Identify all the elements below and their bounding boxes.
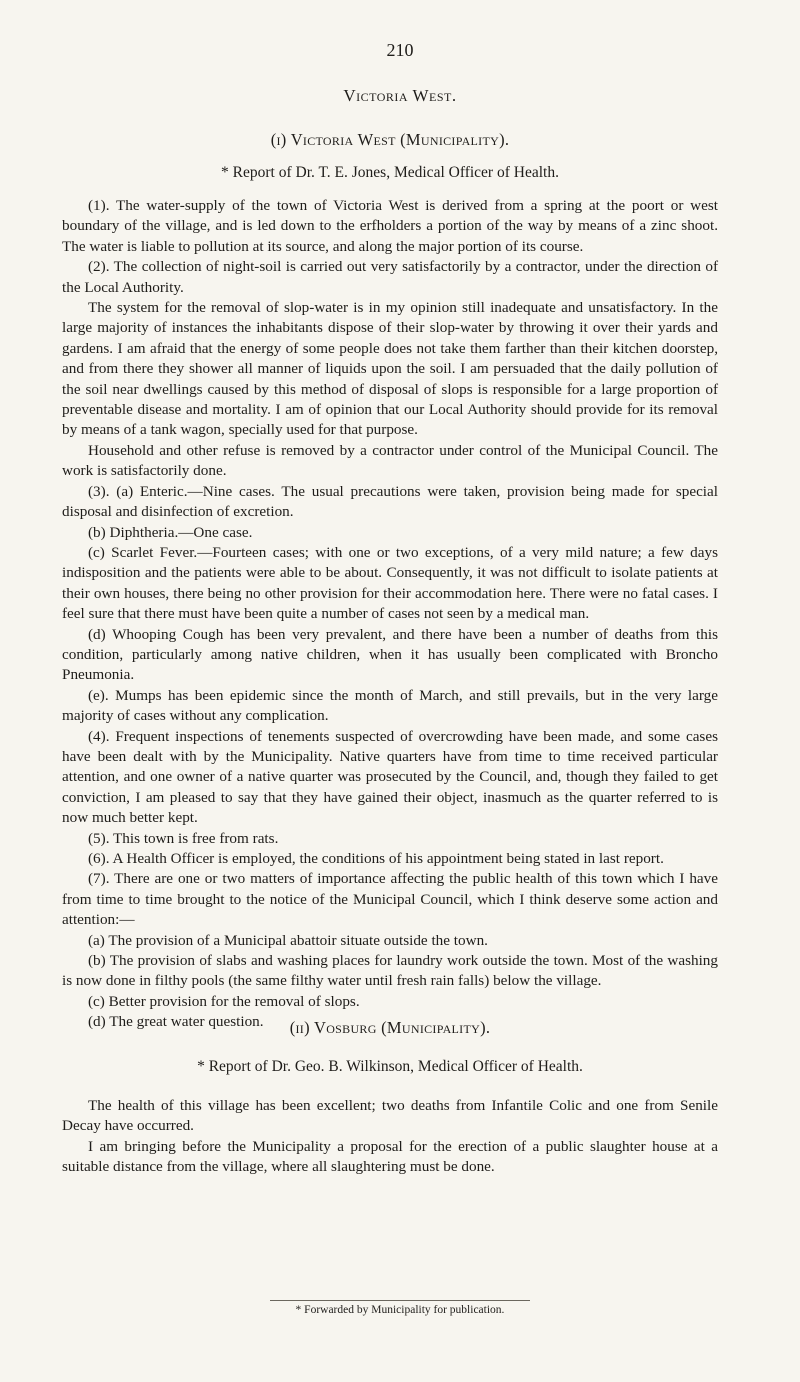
victoria-west-title: (i) Victoria West (Municipality). [270,130,510,149]
section-title: Victoria West. [343,86,457,105]
list-item-abattoir: (a) The provision of a Municipal abattoir situate outside the town. [88,931,488,949]
paragraph-overcrowding: (4). Frequent inspections of tenements suspected of overcrowding have been made, and some cases have been dealt with by the Municipality. Native quarters have from time to time received particular attention, and one owner of a native quarter was prosecuted by the Council, and, though they failed to get conviction, I am pleased to say that they have gained their object, inasmuch as the quarter referred to is now much better kept. [62,727,718,827]
paragraph-enteric: (3). (a) Enteric.—Nine cases. The usual precautions were taken, provision being made for special disposal and disinfection of excretion. [62,482,718,521]
page-number: 210 [386,40,414,60]
vosburg-section [62,1018,718,1178]
vosburg-title: (ii) Vosburg (Municipality). [289,1018,491,1037]
paragraph-slaughter-house: I am bringing before the Municipality a proposal for the erection of a public slaughter house at a suitable distance from the village, where all slaughtering must be done. [62,1137,718,1176]
victoria-west-report-attribution: * Report of Dr. T. E. Jones, Medical Officer of Health. [221,164,559,181]
paragraph-slop-water: The system for the removal of slop-water is in my opinion still inadequate and unsatisfactory. In the large majority of instances the inhabitants dispose of their slop-water by throwing it over their yards and gardens. I am afraid that the energy of some people does not take them farther than their kitchen doorstep, and from there they shower all manner of liquids upon the soil. I am persuaded that the daily pollution of the soil near dwellings caused by this method of disposal of slops is responsible for a large proportion of preventable disease and mortality. I am of opinion that our Local Authority should provide for its removal by means of a tank wagon, specially used for that purpose. [62,299,718,439]
paragraph-village-health: The health of this village has been excellent; two deaths from Infantile Colic and one from Senile Decay have occurred. [62,1097,718,1135]
paragraph-whooping-cough: (d) Whooping Cough has been very prevalent, and there have been a number of deaths from this condition, particularly among native children, when it has usually been complicated with Broncho Pneumonia. [62,625,718,684]
list-item-washing-places: (b) The provision of slabs and washing places for laundry work outside the town. Most of the washing is now done in filthy pools (the same filthy water until fresh rain falls) below the village. [62,952,718,990]
paragraph-matters-of-importance: (7). There are one or two matters of importance affecting the public health of this town which I have from time to time brought to the notice of the Municipal Council, which I think deserve some action and attention:— [62,870,718,929]
paragraph-diphtheria: (b) Diphtheria.—One case. [88,523,253,541]
victoria-west-section [62,130,718,1033]
paragraph-scarlet-fever: (c) Scarlet Fever.—Fourteen cases; with one or two exceptions, of a very mild nature; a few days indisposition and the patients were able to be about. Consequently, it was not difficult to isolate patients at their own houses, there being no other provision for their accommodation here. There were no fatal cases. I feel sure that there must have been quite a number of cases not seen by a medical man. [62,543,718,623]
footnote-rule [270,1300,530,1301]
paragraph-health-officer: (6). A Health Officer is employed, the conditions of his appointment being stated in last report. [88,850,664,867]
paragraph-rats: (5). This town is free from rats. [88,829,279,847]
paragraph-night-soil: (2). The collection of night-soil is carried out very satisfactorily by a contractor, under the direction of the Local Authority. [62,258,718,296]
paragraph-water-supply: (1). The water-supply of the town of Victoria West is derived from a spring at the poort or west boundary of the village, and is led down to the erfholders a portion of the way by means of a zinc shoot. The water is liable to pollution at its source, and along the major portion of its course. [62,197,718,255]
footnote: * Forwarded by Municipality for publication. [295,1304,505,1316]
paragraph-mumps: (e). Mumps has been epidemic since the month of March, and still prevails, but in the very large majority of cases without any complication. [62,686,718,725]
list-item-water-question: (d) The great water question. [88,1013,264,1031]
paragraph-refuse: Household and other refuse is removed by a contractor under control of the Municipal Council. The work is satisfactorily done. [62,441,718,480]
vosburg-report-attribution: * Report of Dr. Geo. B. Wilkinson, Medical Officer of Health. [197,1058,583,1075]
list-item-slops: (c) Better provision for the removal of slops. [88,992,360,1010]
